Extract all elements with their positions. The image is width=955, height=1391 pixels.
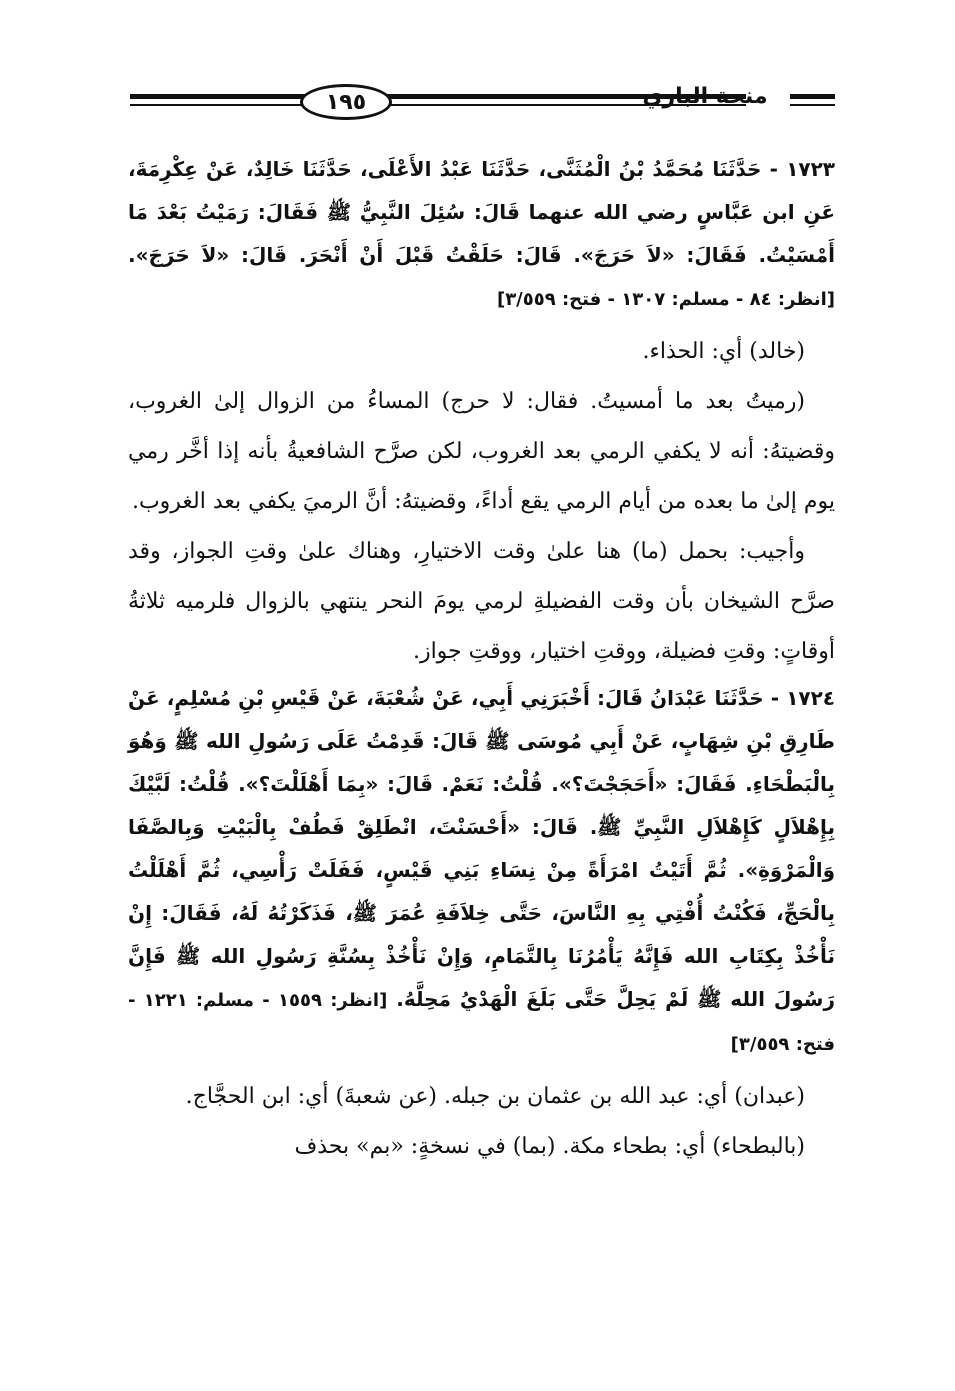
- hadith-reference: [انظر: ١٥٥٩ - مسلم: ١٢٢١ - فتح: ٣/٥٥٩]: [128, 990, 835, 1055]
- commentary-paragraph: (بالبطحاء) أي: بطحاء مكة. (بما) في نسخةٍ: «بم» بحذف: [294, 1134, 805, 1159]
- book-title: منحة الباري: [642, 84, 768, 109]
- hadith-1723: ١٧٢٣ - حَدَّثَنَا مُحَمَّدُ بْنُ الْمُثَنَّى، حَدَّثَنَا عَبْدُ الأَعْلَى، حَدَّثَنَا خَالِدٌ، عَنْ عِكْرِمَةَ، عَنِ ابن عَبَّاسٍ رضي الله عنهما قَالَ: سُئِلَ النَّبِيُّ ﷺ فَقَالَ: رَمَيْتُ بَعْدَ مَا أَمْسَيْتُ. فَقَالَ: «لاَ حَرَجَ». قَالَ: حَلَقْتُ قَبْلَ أَنْ أَنْحَرَ. قَالَ: «لاَ حَرَجَ». [انظر: ٨٤ - مسلم: ١٣٠٧ - فتح: ٣/٥٥٩]: [128, 157, 836, 310]
- hadith-text: حَدَّثَنَا عَبْدَانُ قَالَ: أَخْبَرَنِي أَبِي، عَنْ شُعْبَةَ، عَنْ قَيْسِ بْنِ مُسْلِمٍ، عَنْ طَارِقِ بْنِ شِهَابٍ، عَنْ أَبِي مُوسَى ﷺ قَالَ: قَدِمْتُ عَلَى رَسُولِ الله ﷺ وَهُوَ بِالْبَطْحَاءِ. فَقَالَ: «أَحَجَجْتَ؟». قُلْتُ: نَعَمْ. قَالَ: «بِمَا أَهْلَلْتَ؟». قُلْتُ: لَبَّيْكَ بِإِهْلاَلٍ كَإِهْلاَلِ النَّبِيِّ ﷺ. قَالَ: «أَحْسَنْتَ، انْطَلِقْ فَطُفْ بِالْبَيْتِ وَبِالصَّفَا وَالْمَرْوَةِ». ثُمَّ أَتَيْتُ امْرَأَةً مِنْ نِسَاءِ بَنِي قَيْسٍ، فَفَلَتْ رَأْسِي، ثُمَّ أَهْلَلْتُ بِالْحَجِّ، فَكُنْتُ أُفْتِي بِهِ النَّاسَ، حَتَّى خِلاَفَةِ عُمَرَ ﷺ، فَذَكَرْتُهُ لَهُ، فَقَالَ: إِنْ نَأْخُذْ بِكِتَابِ الله فَإِنَّهُ يَأْمُرُنَا بِالتَّمَامِ، وَإِنْ نَأْخُذْ بِسُنَّةِ رَسُولِ الله ﷺ فَإِنَّ رَسُولَ الله ﷺ لَمْ يَحِلَّ حَتَّى بَلَغَ الْهَدْيُ مَحِلَّهُ.: [128, 686, 835, 1011]
- commentary-paragraph: (خالد) أي: الحذاء.: [642, 339, 805, 364]
- commentary-paragraph: (رميتُ بعد ما أمسيتُ. فقال: لا حرج) المساءُ من الزوال إلىٰ الغروب، وقضيتهُ: أنه لا يكفي الرمي بعد الغروب، لكن صرَّح الشافعيةُ بأنه إذا أخَّر رمي يوم إلىٰ ما بعده من أيام الرمي يقع أداءً، وقضيتهُ: أنَّ الرميَ يكفي بعد الغروب.: [128, 389, 835, 514]
- page-number: ١٩٥: [300, 84, 392, 120]
- commentary-paragraph: وأجيب: بحمل (ما) هنا علىٰ وقت الاختيارِ، وهناك علىٰ وقتِ الجواز، وقد صرَّح الشيخان بأن وقت الفضيلةِ لرمي يومَ النحر ينتهي بالزوال فلرميه ثلاثةُ أوقاتٍ: وقتِ فضيلة، ووقتِ اختيار، ووقتِ جواز.: [128, 539, 835, 664]
- header-rule-left-top: [130, 94, 308, 99]
- commentary-paragraph: (عبدان) أي: عبد الله بن عثمان بن جبله. (عن شعبةَ) أي: ابن الحجَّاج.: [185, 1084, 805, 1109]
- hadith-reference: [انظر: ٨٤ - مسلم: ١٣٠٧ - فتح: ٣/٥٥٩]: [496, 289, 835, 310]
- header-rule-right-top: [790, 94, 835, 99]
- header-rule-left-bottom: [130, 104, 308, 106]
- header-rule-right-bottom: [790, 104, 835, 106]
- page-header: [130, 80, 835, 124]
- hadith-text: حَدَّثَنَا مُحَمَّدُ بْنُ الْمُثَنَّى، حَدَّثَنَا عَبْدُ الأَعْلَى، حَدَّثَنَا خَالِدٌ، عَنْ عِكْرِمَةَ، عَنِ ابن عَبَّاسٍ رضي الله عنهما قَالَ: سُئِلَ النَّبِيُّ ﷺ فَقَالَ: رَمَيْتُ بَعْدَ مَا أَمْسَيْتُ. فَقَالَ: «لاَ حَرَجَ». قَالَ: حَلَقْتُ قَبْلَ أَنْ أَنْحَرَ. قَالَ: «لاَ حَرَجَ».: [128, 157, 835, 267]
- hadith-number: ١٧٢٤: [786, 686, 836, 710]
- page-content: [128, 148, 835, 1172]
- hadith-number: ١٧٢٣: [786, 157, 836, 181]
- hadith-1724: ١٧٢٤ - حَدَّثَنَا عَبْدَانُ قَالَ: أَخْبَرَنِي أَبِي، عَنْ شُعْبَةَ، عَنْ قَيْسِ بْنِ مُسْلِمٍ، عَنْ طَارِقِ بْنِ شِهَابٍ، عَنْ أَبِي مُوسَى ﷺ قَالَ: قَدِمْتُ عَلَى رَسُولِ الله ﷺ وَهُوَ بِالْبَطْحَاءِ. فَقَالَ: «أَحَجَجْتَ؟». قُلْتُ: نَعَمْ. قَالَ: «بِمَا أَهْلَلْتَ؟». قُلْتُ: لَبَّيْكَ بِإِهْلاَلٍ كَإِهْلاَلِ النَّبِيِّ ﷺ. قَالَ: «أَحْسَنْتَ، انْطَلِقْ فَطُفْ بِالْبَيْتِ وَبِالصَّفَا وَالْمَرْوَةِ». ثُمَّ أَتَيْتُ امْرَأَةً مِنْ نِسَاءِ بَنِي قَيْسٍ، فَفَلَتْ رَأْسِي، ثُمَّ أَهْلَلْتُ بِالْحَجِّ، فَكُنْتُ أُفْتِي بِهِ النَّاسَ، حَتَّى خِلاَفَةِ عُمَرَ ﷺ، فَذَكَرْتُهُ لَهُ، فَقَالَ: إِنْ نَأْخُذْ بِكِتَابِ الله فَإِنَّهُ يَأْمُرُنَا بِالتَّمَامِ، وَإِنْ نَأْخُذْ بِسُنَّةِ رَسُولِ الله ﷺ فَإِنَّ رَسُولَ الله ﷺ لَمْ يَحِلَّ حَتَّى بَلَغَ الْهَدْيُ مَحِلَّهُ. [انظر: ١٥٥٩ - مسلم: ١٢٢١ - فتح: ٣/٥٥٩]: [128, 686, 836, 1055]
